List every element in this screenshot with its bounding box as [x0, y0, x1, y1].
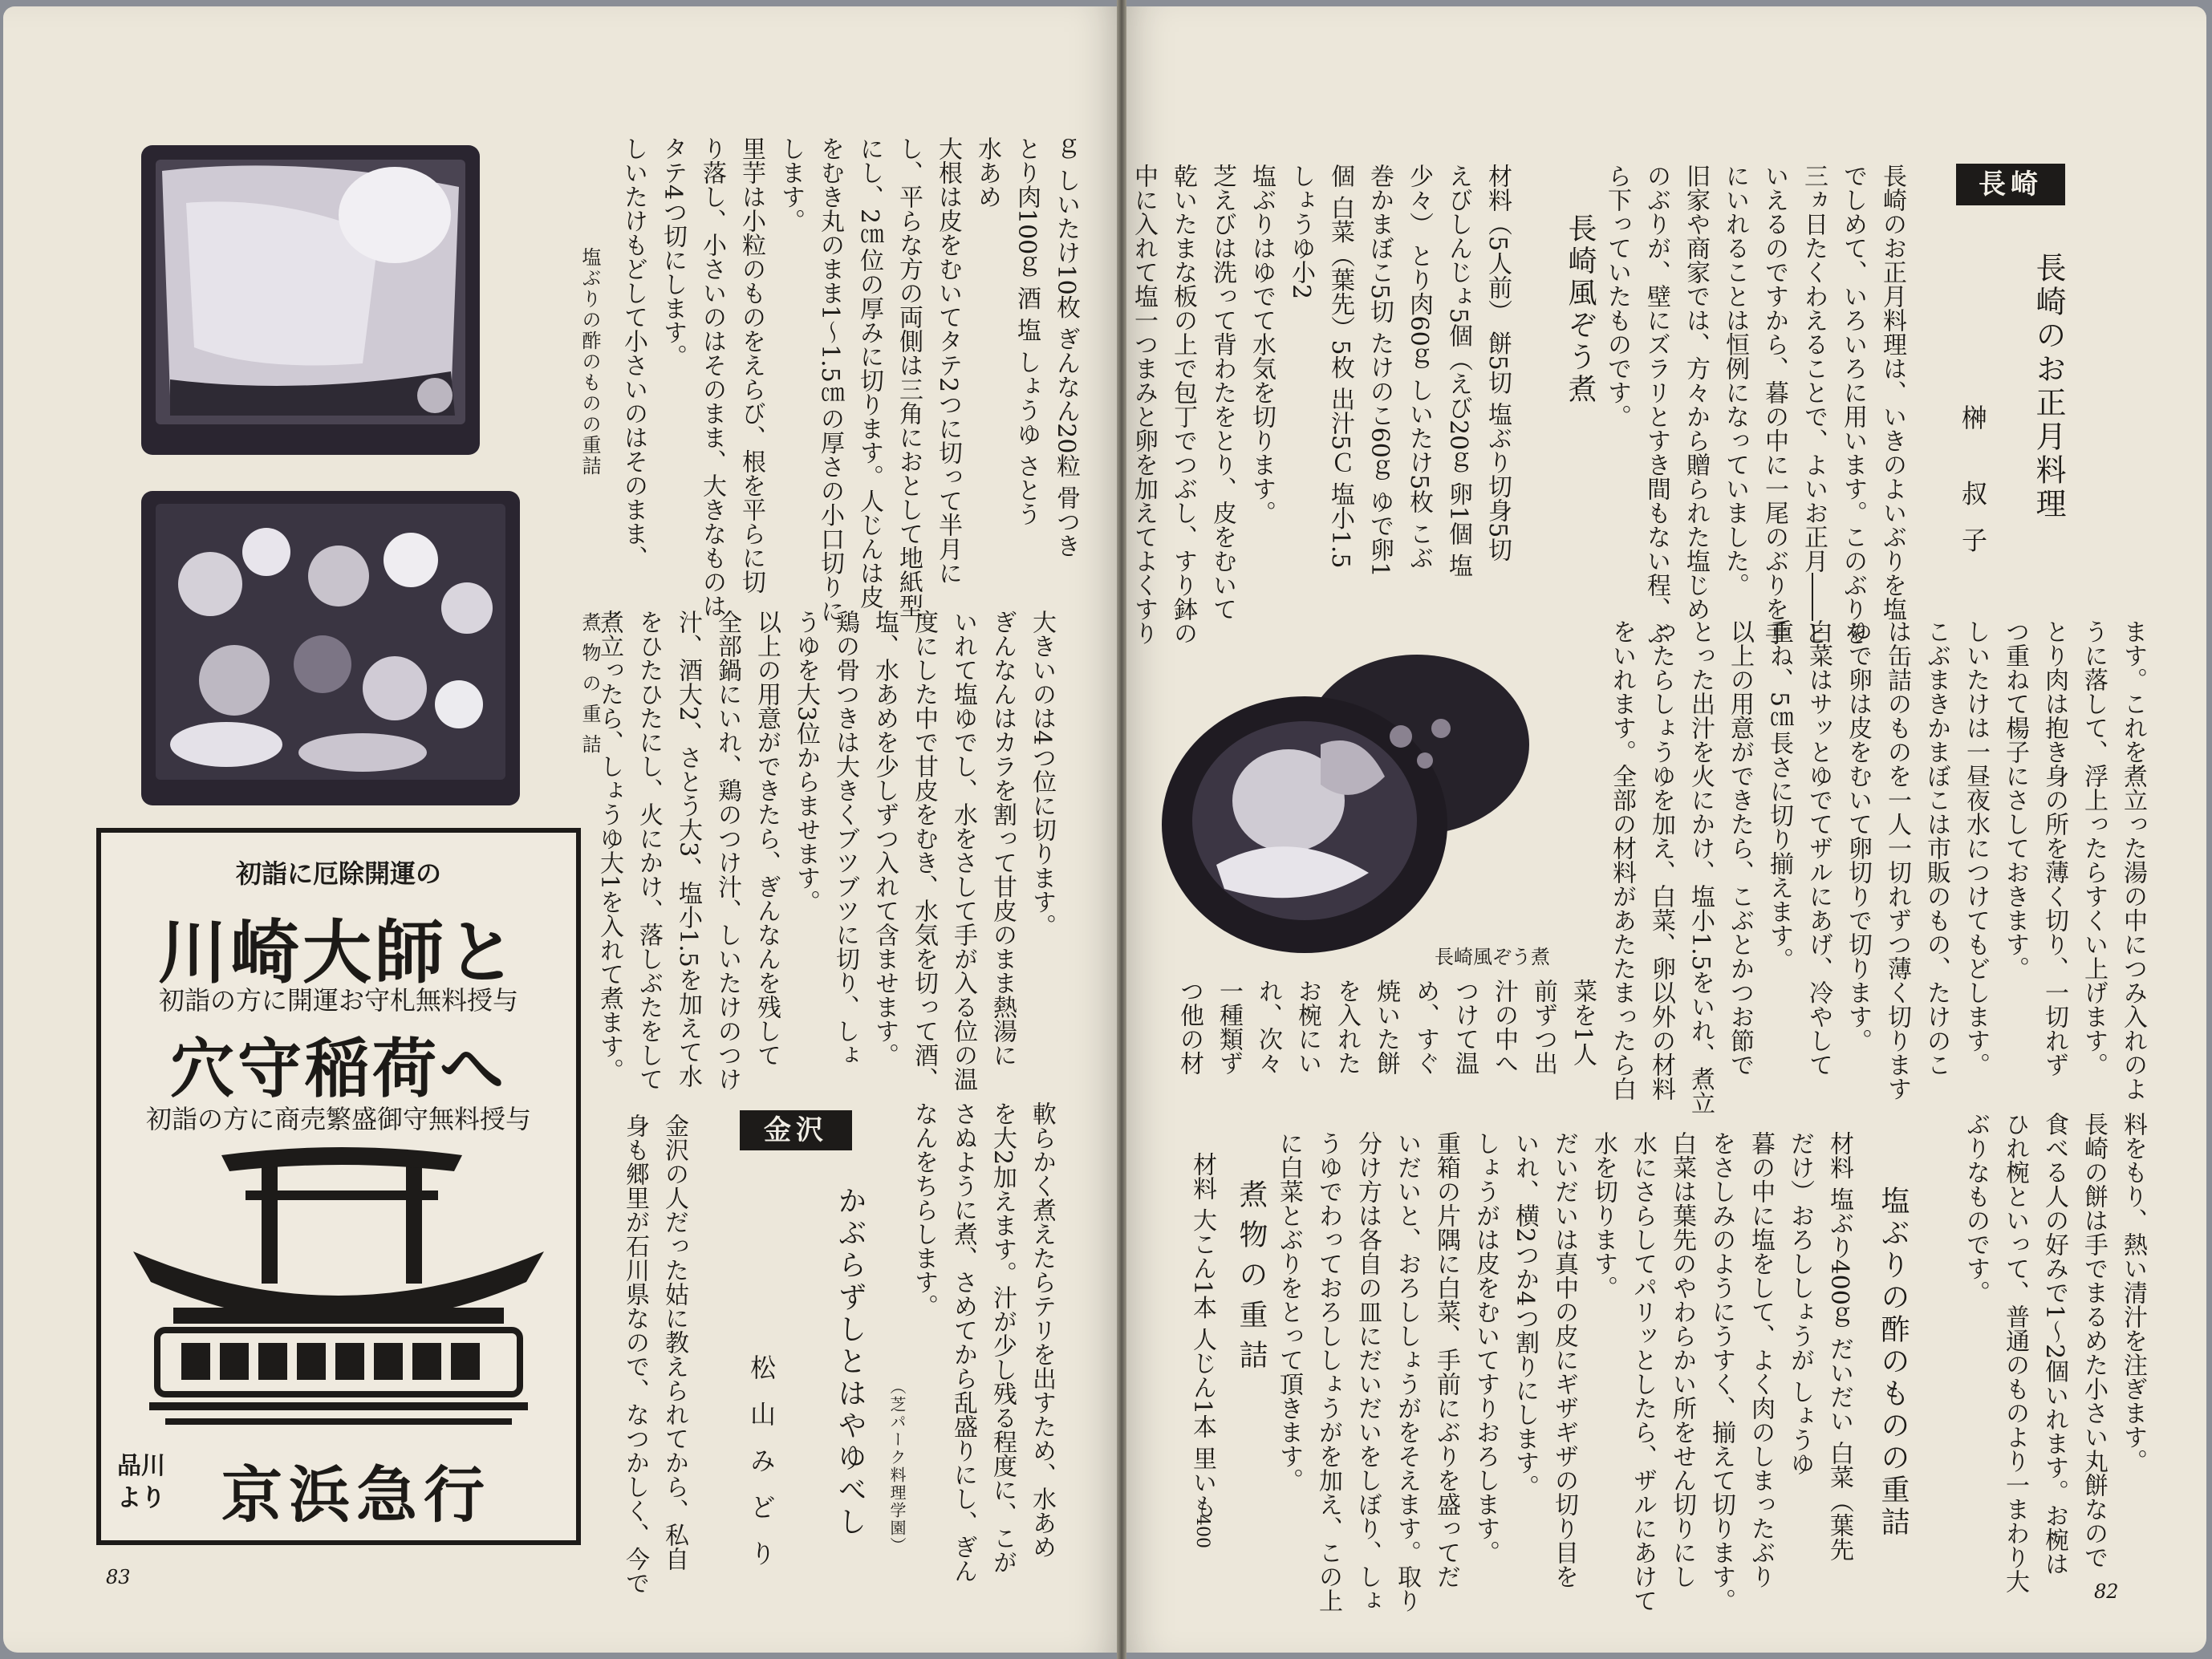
article-title: 長崎のお正月料理 [2031, 252, 2066, 521]
text-col: 長崎の餅は手でまるめた小さい丸餅なので [2080, 1112, 2108, 1569]
page-number-left: 83 [106, 1566, 131, 1588]
caption-zouni: 長崎風ぞう煮 [1435, 946, 1550, 968]
zouni-title: 長崎風ぞう煮 [1564, 213, 1597, 406]
text-col: 巻かまぼこ5切 たけのこ60ｇ ゆで卵1 [1366, 164, 1394, 578]
photo-nimono-box [138, 488, 523, 809]
text-col: うゆでわっておろししょうがを加え、この上 [1314, 1131, 1342, 1612]
kanazawa-author: 松山みどり [746, 1354, 777, 1587]
text-col: 全部鍋にいれ、鶏のつけ汁、しいたけのつけ [713, 610, 741, 1091]
text-col: つ他の材 [1175, 979, 1203, 1075]
text-col: 里芋は小粒のものをえらび、根を平らに切 [737, 136, 765, 594]
text-col: 塩、水あめを少しずつ入れて含ませます。 [871, 610, 899, 1067]
text-col: 以上の用意ができたら、こぶとかつお節で [1726, 619, 1754, 1077]
text-col: をむき丸のまま1〜1.5㎝の厚さの小口切りに [816, 136, 844, 623]
ad-kawasaki-note: 初詣の方に開運お守札無料授与 [158, 985, 518, 1016]
text-col: 白菜は葉先のやわらかい所をせん切りにし [1668, 1131, 1696, 1588]
text-col: だけ）おろししょうが しょうゆ [1786, 1131, 1814, 1476]
text-col: ら下っていたものです。 [1603, 164, 1631, 428]
text-col: れ、次々 [1254, 979, 1282, 1075]
text-col: 塩ぶりはゆでて水気を切ります。 [1248, 164, 1276, 525]
text-col: ったらしょうゆを加え、白菜、卵以外の材料 [1647, 619, 1675, 1101]
text-col: 汁、酒大2、さとう大3、塩小1.5を加えて水 [674, 610, 702, 1088]
article-author: 榊 叔子 [1958, 404, 1988, 574]
text-col: をさしみのようにうすく、揃えて切ります。 [1707, 1131, 1735, 1612]
text-col: 身も郷里が石川県なので、なつかしく、今で [621, 1113, 649, 1595]
text-col: をひたひたにし、火にかけ、落しぶたをして [635, 610, 663, 1091]
text-col: 大きいのは4つ位に切ります。 [1028, 610, 1056, 939]
text-col: お椀にい [1293, 979, 1321, 1075]
section-tag-nagasaki: 長崎 [1956, 164, 2065, 205]
text-col: いれて塩ゆでし、水をさして手が入る位の温 [949, 610, 977, 1091]
ad-anamori-note: 初詣の方に商売繁盛御守無料授与 [145, 1104, 531, 1134]
book-gutter [1117, 0, 1126, 1659]
text-col: 汁の中へ [1490, 979, 1518, 1075]
text-col: さぬように煮、さめてから乱盛りにし、ぎん [949, 1101, 977, 1583]
text-col: にいれることは恒例になっていました。 [1721, 164, 1749, 597]
text-col: 度にした中で甘皮をむき、水気を切って酒、 [910, 610, 938, 1091]
ad-headline: 初詣に厄除開運の [235, 858, 441, 889]
text-col: 材料 塩ぶり400ｇ だいだい 白菜（葉先 [1825, 1131, 1853, 1561]
left-page [3, 6, 1122, 1653]
keihin-kyuko-advertisement [96, 828, 581, 1545]
text-col: 材料（5人前） 餅5切 塩ぶり切身5切 [1483, 164, 1512, 562]
text-col: いだいと、おろししょうがをそえます。取り [1393, 1131, 1421, 1612]
text-col: 旧家や商家では、方々から贈られた塩じめ [1682, 164, 1710, 621]
text-col: 少々） とり肉60ｇ しいたけ5枚 こぶ [1405, 164, 1433, 570]
text-col: し、平らな方の両側は三角におとして地紙型 [895, 136, 923, 618]
text-col: 鶏の骨つきは大きくブツブツに切り、しょ [831, 610, 859, 1067]
text-col: なんをちらします。 [910, 1101, 938, 1318]
text-col: 三ヵ日たくわえることで、よいお正月――と [1800, 164, 1828, 645]
right-page [1122, 6, 2206, 1653]
text-col: 暮の中に塩をして、よく肉のしまったぶり [1747, 1131, 1775, 1588]
text-col: を大2加えます。汁が少し残る程度に、こが [988, 1101, 1017, 1575]
text-col: いれ、横2つか4つ割りにします。 [1511, 1131, 1539, 1499]
photo-zouni-bowl [1160, 648, 1537, 961]
text-col: 水あめ [973, 136, 1001, 209]
text-col: うゆを大3位からませます。 [792, 610, 820, 915]
text-col: をいれます。全部の材料があたたまったら白 [1608, 619, 1636, 1101]
caption-nimono: 煮物の重詰 [578, 612, 601, 765]
text-col: ます。これを煮立った湯の中につみ入れのよ [2119, 619, 2147, 1101]
text-col: しいたけもどして小さいのはそのまま、 [619, 136, 647, 570]
text-col: 水を切ります。 [1589, 1131, 1617, 1300]
text-col: に白菜とぶりをとって頂きます。 [1275, 1131, 1303, 1492]
caption-sunomono: 塩ぶりの酢のものの重詰 [578, 247, 601, 477]
text-col: 前ずつ出 [1529, 979, 1557, 1075]
text-col: 以上の用意ができたら、ぎんなんを残して [753, 610, 781, 1067]
text-col: 材料 大こん1本 人じん1本 里いも [1188, 1152, 1216, 1519]
ad-kawasaki-daishi: 川崎大師と [158, 913, 519, 993]
text-col: 金沢の人だった姑に教えられてから、私自 [660, 1113, 688, 1571]
text-col: ぶりなものです。 [1962, 1112, 1990, 1304]
photo-sunomono-box [138, 139, 483, 460]
text-col: 重ね、5㎝長さに切り揃えます。 [1765, 619, 1793, 972]
text-col: を入れた [1333, 979, 1361, 1075]
text-col: 芝えびは洗って背わたをとり、皮をむいて [1208, 164, 1236, 621]
text-col: 一種類ず [1215, 979, 1243, 1075]
text-col: とった出汁を火にかけ、塩小1.5をいれ、煮立 [1686, 619, 1715, 1115]
text-col: ぎんなんはカラを割って甘皮のまま熱湯に [988, 610, 1017, 1067]
text-col: 400 [1192, 1515, 1212, 1548]
ad-anamori-inari: 穴守稲荷へ [170, 1032, 507, 1106]
section-tag-kanazawa: 金沢 [740, 1110, 852, 1150]
text-col: えびしんじょ5個（えび20ｇ 卵1個 塩 [1444, 164, 1472, 578]
text-col: うに落して、浮上ったらすくい上げます。 [2080, 619, 2108, 1077]
text-col: とり肉100ｇ 酒 塩 しょうゆ さとう [1013, 136, 1041, 526]
text-col: 水にさらしてパリッとしたら、ザルにあけて [1629, 1131, 1657, 1612]
text-col: 個 白菜（葉先）5枚 出汁5Ｃ 塩小1.5 [1326, 164, 1354, 569]
text-col: 中に入れて塩一つまみと卵を加えてよくすり [1130, 164, 1158, 645]
text-col: 食べる人の好みで1〜2個いれます。お椀は [2040, 1112, 2068, 1576]
nimono-title: 煮物の重詰 [1235, 1179, 1268, 1380]
text-col: します。 [777, 136, 805, 233]
text-col: ゆで卵は皮をむいて卵切りで切ります。 [1844, 619, 1872, 1053]
text-col: 分け方は各自の皿にだいだいをしぼり、しょ [1354, 1131, 1382, 1612]
text-col: 料をもり、熱い清汁を注ぎます。 [2119, 1112, 2147, 1473]
text-col: ひれ椀といって、普通のものより一まわり大 [2001, 1112, 2029, 1593]
text-col: ｇ しいたけ10枚 ぎんなん20粒 骨つき [1052, 136, 1080, 558]
text-col: 大根は皮をむいてタテ2つに切って半月に [934, 136, 962, 586]
credit-note: （芝パーク料理学園） [887, 1378, 907, 1555]
text-col: 長崎のお正月料理は、いきのよいぶりを塩 [1878, 164, 1906, 621]
text-col: しょうゆ小2 [1287, 164, 1315, 300]
text-col: タテ4つ切にします。 [659, 136, 687, 369]
text-col: 乾いたまな板の上で包丁でつぶし、すり鉢の [1169, 164, 1197, 645]
text-col: 煮立ったら、しょうゆ大1を入れて煮ます。 [595, 610, 623, 1083]
text-col: だいだいは真中の皮にギザギザの切り目を [1550, 1131, 1578, 1588]
text-col: にし、2㎝位の厚みに切ります。人じんは皮 [855, 136, 883, 610]
text-col: め、すぐ [1411, 979, 1439, 1075]
text-col: こぶまきかまぼこは市販のもの、たけのこ [1922, 619, 1950, 1077]
text-col: は缶詰のものを一人一切れずつ薄く切ります [1883, 619, 1911, 1101]
text-col: 軟らかく煮えたらテリを出すため、水あめ [1028, 1101, 1056, 1559]
text-col: しょうがは皮をむいてすりおろします。 [1471, 1131, 1500, 1564]
text-col: しいたけは一昼夜水につけてもどします。 [1962, 619, 1990, 1077]
text-col: 焼いた餅 [1372, 979, 1400, 1075]
kanazawa-title: かぶらずしとはやゆべし [834, 1186, 867, 1539]
text-col: いえるのですから、暮の中に一尾のぶりを手 [1760, 164, 1788, 645]
text-col: 白菜はサッとゆでてザルにあげ、冷やして [1804, 619, 1833, 1077]
text-col: 菜を1人 [1569, 979, 1597, 1067]
page-number-right: 82 [2094, 1580, 2119, 1603]
ad-company-name: 京浜急行 [221, 1459, 491, 1531]
train-illustration [133, 1147, 544, 1428]
text-col: つ重ねて楊子にさしておきます。 [2001, 619, 2029, 980]
text-col: のぶりが、壁にズラリとすき間もない程、ぶ [1642, 164, 1670, 645]
text-col: とり肉は抱き身の所を薄く切り、一切れず [2040, 619, 2068, 1077]
ad-from-label: 品川より [117, 1452, 165, 1512]
text-col: 重箱の片隅に白菜、手前にぶりを盛ってだ [1432, 1131, 1460, 1588]
text-col: り落し、小さいのはそのまま、大きなものは [698, 136, 726, 618]
sunomono-title: 塩ぶりの酢のものの重詰 [1877, 1186, 1910, 1539]
text-col: つけて温 [1451, 979, 1479, 1075]
text-col: でしめて、いろいろに用います。このぶりを [1839, 164, 1867, 645]
